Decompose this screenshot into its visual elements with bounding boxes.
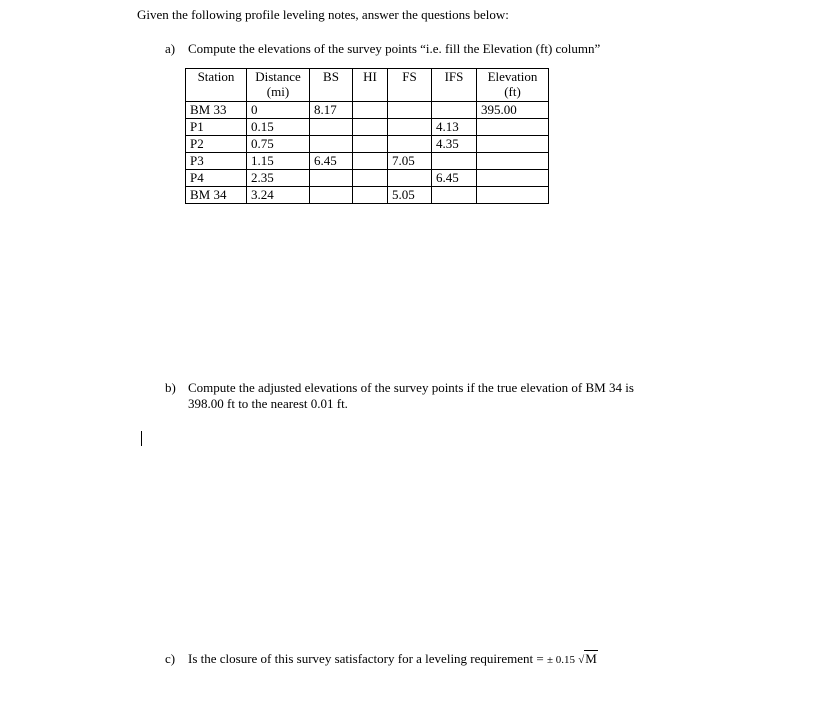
table-cell [353, 102, 388, 119]
table-cell: 6.45 [432, 170, 477, 187]
table-cell: 4.35 [432, 136, 477, 153]
table-header-row [186, 69, 549, 102]
question-a-text: Compute the elevations of the survey points “i.e. fill the Elevation (ft) column” [188, 41, 601, 56]
table-cell: 0.75 [247, 136, 310, 153]
table-cell: 7.05 [388, 153, 432, 170]
table-cell [477, 187, 549, 204]
table-cell [353, 187, 388, 204]
table-cell [388, 102, 432, 119]
table-cell [353, 119, 388, 136]
table-cell: P3 [186, 153, 247, 170]
closure-formula-arg: M [585, 651, 597, 666]
table-cell: P2 [186, 136, 247, 153]
header-hi: HI [353, 69, 388, 102]
text-cursor[interactable] [141, 431, 142, 446]
header-station: Station [186, 69, 247, 102]
header-distance: Distance (mi) [247, 69, 310, 102]
table-cell [388, 119, 432, 136]
table-cell [353, 170, 388, 187]
table-row [186, 119, 549, 136]
table-cell: 0.15 [247, 119, 310, 136]
question-c-label: c) [165, 651, 176, 666]
question-b-label: b) [165, 380, 176, 395]
question-a-label: a) [165, 41, 176, 56]
leveling-notes-table [185, 68, 549, 204]
closure-formula-prefix: ± 0.15 [546, 654, 575, 666]
header-fs: FS [388, 69, 432, 102]
table-cell [477, 153, 549, 170]
sqrt-icon: √ [578, 654, 585, 666]
table-cell: 395.00 [477, 102, 549, 119]
table-cell [432, 153, 477, 170]
table-cell [432, 102, 477, 119]
table-cell [477, 119, 549, 136]
table-cell [353, 136, 388, 153]
header-elevation: Elevation (ft) [477, 69, 549, 102]
table-cell [432, 187, 477, 204]
table-cell: 5.05 [388, 187, 432, 204]
header-ifs: IFS [432, 69, 477, 102]
table-cell [477, 170, 549, 187]
table-cell: BM 34 [186, 187, 247, 204]
table-cell [310, 187, 353, 204]
table-row [186, 187, 549, 204]
table-cell [353, 153, 388, 170]
question-b-text-line1: Compute the adjusted elevations of the survey points if the true elevation of BM 34 is [188, 380, 634, 395]
question-c-text [188, 651, 598, 667]
table-cell: P4 [186, 170, 247, 187]
table-cell [310, 170, 353, 187]
table-cell: 6.45 [310, 153, 353, 170]
table-cell: 8.17 [310, 102, 353, 119]
table-cell: 2.35 [247, 170, 310, 187]
table-cell [388, 170, 432, 187]
table-row [186, 153, 549, 170]
table-cell [310, 119, 353, 136]
table-cell [477, 136, 549, 153]
table-cell [310, 136, 353, 153]
table-row [186, 170, 549, 187]
table-cell: BM 33 [186, 102, 247, 119]
table-cell: P1 [186, 119, 247, 136]
table-cell: 0 [247, 102, 310, 119]
intro-text: Given the following profile leveling notes, answer the questions below: [137, 7, 509, 22]
table-cell [388, 136, 432, 153]
header-bs: BS [310, 69, 353, 102]
table-cell: 3.24 [247, 187, 310, 204]
table-row [186, 136, 549, 153]
question-b-text-line2: 398.00 ft to the nearest 0.01 ft. [188, 396, 348, 411]
question-c-body: Is the closure of this survey satisfactory for a leveling requirement = [188, 651, 547, 666]
table-cell: 1.15 [247, 153, 310, 170]
table-row [186, 102, 549, 119]
table-cell: 4.13 [432, 119, 477, 136]
